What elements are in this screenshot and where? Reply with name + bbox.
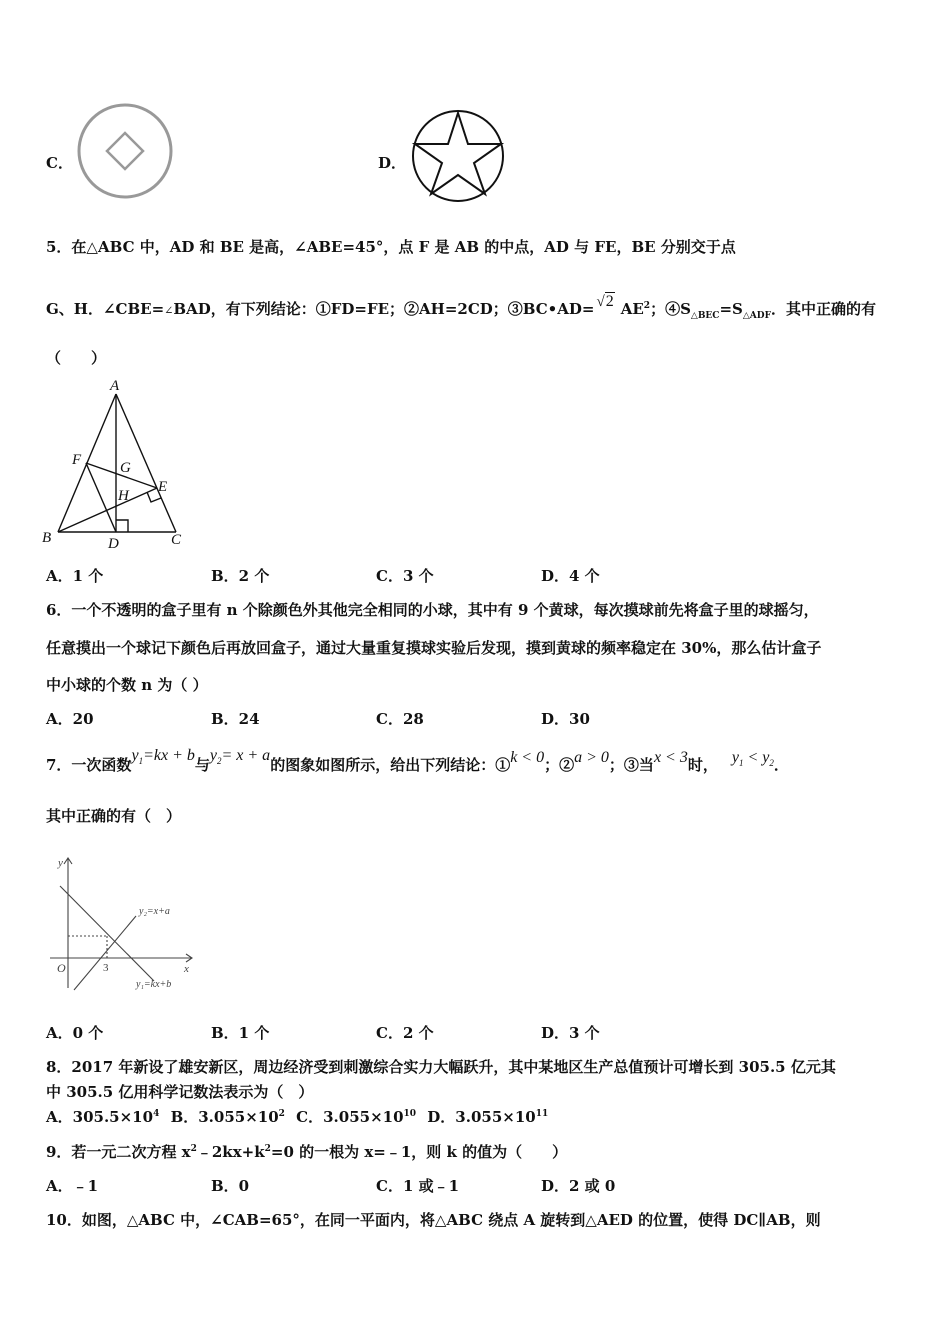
- q7-y1-sub: 1: [138, 756, 144, 767]
- q7-cond3b: [731, 749, 774, 769]
- q8-option-a-text: A．305.5×10: [46, 1108, 154, 1126]
- q7-text-a: 7．一次函数: [46, 756, 132, 774]
- q8-option-c-text: C．3.055×10: [296, 1108, 404, 1126]
- q7-stem-line2: 其中正确的有（ ）: [46, 807, 182, 825]
- q5-option-a[interactable]: A．1 个: [46, 567, 104, 585]
- graph-line2-label: y₂=x+a: [139, 906, 170, 917]
- q5-sub-adf: △ADF: [742, 311, 771, 321]
- q5-option-b[interactable]: B．2 个: [211, 567, 270, 585]
- q7-f2: = x + a: [221, 747, 271, 764]
- q9-text-b: ﹣2kx+k: [196, 1143, 265, 1161]
- q8-option-a[interactable]: [46, 1108, 159, 1126]
- q7-cond2: a > 0: [574, 749, 609, 766]
- q7-cond3: x < 3: [653, 749, 688, 766]
- q5-angle-symbol: ∠: [164, 304, 174, 317]
- q7-f1: =kx + b: [143, 747, 195, 764]
- q7-c3b-s2: 2: [769, 758, 774, 769]
- q5-answer-paren: （ ）: [46, 349, 107, 367]
- q9-option-c[interactable]: C．1 或﹣1: [376, 1177, 460, 1195]
- graph-x-axis-label: x: [184, 963, 189, 975]
- q8-stem-line2: 中 305.5 亿用科学记数法表示为（ ）: [46, 1083, 314, 1101]
- q7-option-d[interactable]: D．3 个: [541, 1024, 600, 1042]
- q9-text-c: =0 的一根为 x=﹣1，则 k 的值为（ ）: [270, 1143, 568, 1161]
- q7-option-c[interactable]: C．2 个: [376, 1024, 434, 1042]
- q5-option-c[interactable]: C．3 个: [376, 567, 434, 585]
- q7-func1: [131, 747, 195, 767]
- q6-option-a[interactable]: A．20: [46, 710, 94, 728]
- q6-stem-line3: 中小球的个数 n 为（ ）: [46, 676, 208, 694]
- q8-option-b-exp: 2: [278, 1109, 285, 1119]
- q6-option-c[interactable]: C．28: [376, 710, 424, 728]
- fig5-label-f: F: [72, 452, 82, 468]
- q8-option-d-text: D．3.055×10: [427, 1108, 536, 1126]
- fig5-label-e: E: [158, 479, 168, 495]
- q7-y1: y: [131, 747, 139, 764]
- q5-text-d: ．其中正确的有: [770, 300, 876, 318]
- fig5-label-b: B: [42, 530, 52, 546]
- q9-option-d[interactable]: D．2 或 0: [541, 1177, 616, 1195]
- q9-option-b[interactable]: B．0: [211, 1177, 250, 1195]
- q8-options: [46, 1106, 548, 1127]
- q6-stem-line2: 任意摸出一个球记下颜色后再放回盒子，通过大量重复摸球实验后发现，摸到黄球的频率稳定在 30%，那么估计盒子: [46, 639, 822, 657]
- graph-tick-3: 3: [103, 962, 109, 974]
- q7-c3b-y2: y: [762, 749, 770, 766]
- q9-exp1: 2: [190, 1144, 197, 1154]
- graph-origin-label: O: [57, 961, 66, 975]
- q5-text-c: ；④S: [650, 300, 691, 318]
- q7-end: ．: [773, 756, 789, 774]
- fig5-label-h: H: [118, 488, 129, 504]
- q6-option-d[interactable]: D．30: [541, 710, 590, 728]
- q8-option-d[interactable]: [427, 1108, 548, 1126]
- q8-stem-line1: 8．2017 年新设了雄安新区，周边经济受到刺激综合实力大幅跃升，其中某地区生产总值预计可增长到 305.5 亿元其: [46, 1058, 836, 1076]
- q9-option-a[interactable]: A．﹣1: [46, 1177, 99, 1195]
- q8-option-c-exp: 10: [403, 1109, 417, 1119]
- q5-sqrt-num: 2: [605, 293, 614, 310]
- circle-diamond-figure: [74, 100, 176, 202]
- option-c-label: C．: [46, 154, 73, 172]
- q7-c3b-s1: 1: [738, 758, 744, 769]
- graph-y-axis-label: y: [58, 857, 63, 869]
- q7-c3b-y1: y: [731, 749, 739, 766]
- q7-y2: y: [209, 747, 217, 764]
- q7-option-b[interactable]: B．1 个: [211, 1024, 270, 1042]
- q5-ae-exp: 2: [643, 301, 651, 311]
- fig5-label-a: A: [110, 378, 120, 394]
- q7-cond1: k < 0: [510, 749, 545, 766]
- fig5-label-c: C: [171, 532, 182, 548]
- q8-option-c[interactable]: [296, 1108, 416, 1126]
- q7-with: 与: [194, 756, 210, 774]
- q7-when: 时，: [687, 756, 718, 774]
- q5-text-a: G、H．∠CBE=: [46, 300, 165, 318]
- q8-option-a-exp: 4: [153, 1109, 160, 1119]
- q9-text-a: 9．若一元二次方程 x: [46, 1143, 191, 1161]
- q9-stem: [46, 1141, 567, 1162]
- linear-functions-graph: [44, 856, 204, 996]
- q8-option-d-exp: 11: [535, 1109, 549, 1119]
- q5-sqrt: √2: [596, 293, 614, 310]
- fig5-label-d: D: [108, 536, 119, 552]
- q5-stem-line1: 5．在△ABC 中，AD 和 BE 是高，∠ABE=45°，点 F 是 AB 的中点，AD 与 FE，BE 分别交于点: [46, 238, 736, 256]
- q8-option-b-text: B．3.055×10: [170, 1108, 279, 1126]
- q7-sep2: ；③当: [608, 756, 654, 774]
- q9-exp2: 2: [264, 1144, 271, 1154]
- graph-line1-label: y₁=kx+b: [136, 979, 172, 990]
- q7-option-a[interactable]: A．0 个: [46, 1024, 104, 1042]
- q6-option-b[interactable]: B．24: [211, 710, 260, 728]
- q7-lt: <: [743, 749, 763, 766]
- q5-sub-bec: △BEC: [690, 311, 720, 321]
- q8-option-b[interactable]: [171, 1108, 285, 1126]
- q6-stem-line1: 6．一个不透明的盒子里有 n 个除颜色外其他完全相同的小球，其中有 9 个黄球，每次摸球前先将盒子里的球摇匀，: [46, 601, 819, 619]
- q7-stem-line1: [46, 746, 789, 774]
- option-d-label: D．: [378, 154, 407, 172]
- circle-star-figure: [410, 108, 506, 204]
- q7-text-b: 的图象如图所示，给出下列结论：①: [270, 756, 511, 774]
- fig5-label-g: G: [120, 460, 131, 476]
- q5-option-d[interactable]: D．4 个: [541, 567, 600, 585]
- q5-stem-line2: [46, 293, 876, 321]
- q7-sep1: ；②: [544, 756, 575, 774]
- triangle-figure: [40, 376, 200, 552]
- q5-ae: AE: [620, 300, 644, 318]
- q5-text-b: BAD，有下列结论：①FD=FE；②AH=2CD；③BC•AD=: [173, 300, 595, 318]
- q7-y2-sub: 2: [216, 756, 222, 767]
- q5-eq: =S: [719, 300, 743, 318]
- q7-func2: [209, 747, 271, 767]
- q10-stem-line1: 10．如图，△ABC 中，∠CAB=65°，在同一平面内，将△ABC 绕点 A 旋转到△AED 的位置，使得 DC∥AB，则: [46, 1211, 821, 1229]
